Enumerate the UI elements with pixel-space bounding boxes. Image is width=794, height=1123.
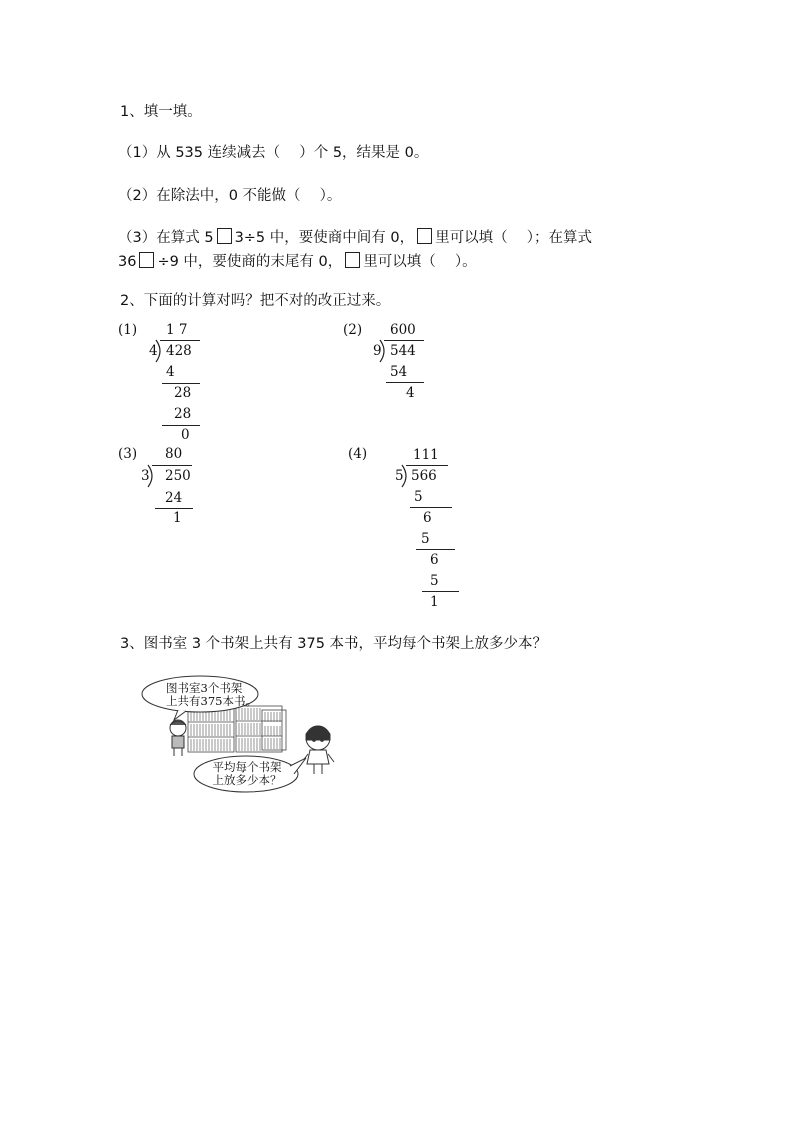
blank-box [417, 228, 432, 244]
question-3-title: 3、图书室 3 个书架上共有 375 本书，平均每个书架上放多少本？ [120, 636, 548, 652]
divisor: 4 [149, 343, 158, 359]
subtract-1: 4 [166, 364, 175, 380]
girl-icon [302, 726, 334, 774]
remainder-3: 1 [430, 594, 439, 610]
text: 里可以填（ ）；在算式 [435, 230, 592, 246]
remainder-1: 6 [423, 510, 432, 526]
text: 3÷5 中，要使商中间有 0， [234, 230, 415, 246]
division-label: (2) [343, 322, 363, 338]
remainder-2: 6 [430, 552, 439, 568]
vinculum [152, 465, 192, 466]
text: 里可以填（ ）。 [363, 254, 477, 270]
quotient: 80 [165, 446, 183, 462]
bubble-1-text [166, 681, 257, 708]
rule [162, 383, 200, 384]
rule [422, 591, 459, 592]
rule [386, 382, 424, 383]
vinculum [406, 465, 448, 466]
bubble-2-text [212, 761, 282, 787]
remainder-2: 0 [181, 427, 190, 443]
division-label: (1) [118, 322, 138, 338]
division-bracket [118, 446, 128, 476]
vinculum [160, 340, 200, 341]
blank-box [345, 252, 360, 268]
division-4 [348, 446, 548, 646]
bubble-2-line-1: 平均每个书架 [212, 760, 282, 774]
subtract-2: 28 [174, 406, 192, 422]
question-1-part-2: （2）在除法中，0 不能做（ ）。 [118, 188, 342, 204]
question-1-part-3-line-1 [118, 226, 592, 247]
text: ÷9 中，要使商的末尾有 0， [157, 254, 343, 270]
subtract-1: 54 [390, 364, 408, 380]
rule [155, 508, 193, 509]
blank-box [139, 252, 154, 268]
dividend: 428 [166, 343, 192, 359]
bubble-1-line-2: 上共有375本书。 [166, 694, 257, 708]
subtract-1: 5 [414, 489, 423, 505]
dividend: 544 [390, 343, 416, 359]
bubble-1-line-1: 图书室3个书架 [166, 681, 243, 695]
subtract-1: 24 [165, 490, 183, 506]
question-2-title: 2、下面的计算对吗？把不对的改正过来。 [120, 293, 391, 309]
rule [162, 425, 200, 426]
divisor: 9 [373, 343, 382, 359]
text: 36 [118, 254, 137, 270]
question-1-part-1: （1）从 535 连续减去（ ）个 5，结果是 0。 [118, 145, 429, 161]
text: （3）在算式 5 [118, 230, 214, 246]
remainder-1: 4 [406, 385, 415, 401]
division-label: (3) [118, 446, 138, 462]
division-bracket [343, 322, 353, 352]
question-1-title: 1、填一填。 [120, 104, 202, 120]
divisor: 5 [395, 468, 404, 484]
rule [410, 507, 452, 508]
subtract-3: 5 [430, 573, 439, 589]
blank-box [217, 228, 232, 244]
dividend: 566 [411, 468, 437, 484]
quotient: 111 [413, 447, 439, 463]
subtract-2: 5 [421, 531, 430, 547]
division-label: (4) [348, 446, 368, 462]
rule [416, 549, 455, 550]
divisor: 3 [141, 468, 150, 484]
remainder-1: 28 [174, 385, 192, 401]
illustration [140, 672, 340, 794]
remainder-1: 1 [173, 510, 182, 526]
division-bracket [348, 446, 358, 476]
quotient: 600 [390, 322, 416, 338]
vinculum [384, 340, 424, 341]
boy-icon [170, 720, 186, 756]
quotient: 1 7 [166, 322, 188, 338]
bubble-2-line-2: 上放多少本？ [212, 773, 282, 787]
division-bracket [118, 322, 128, 352]
question-1-part-3-line-2 [118, 250, 477, 271]
division-3 [118, 446, 318, 646]
dividend: 250 [165, 468, 191, 484]
